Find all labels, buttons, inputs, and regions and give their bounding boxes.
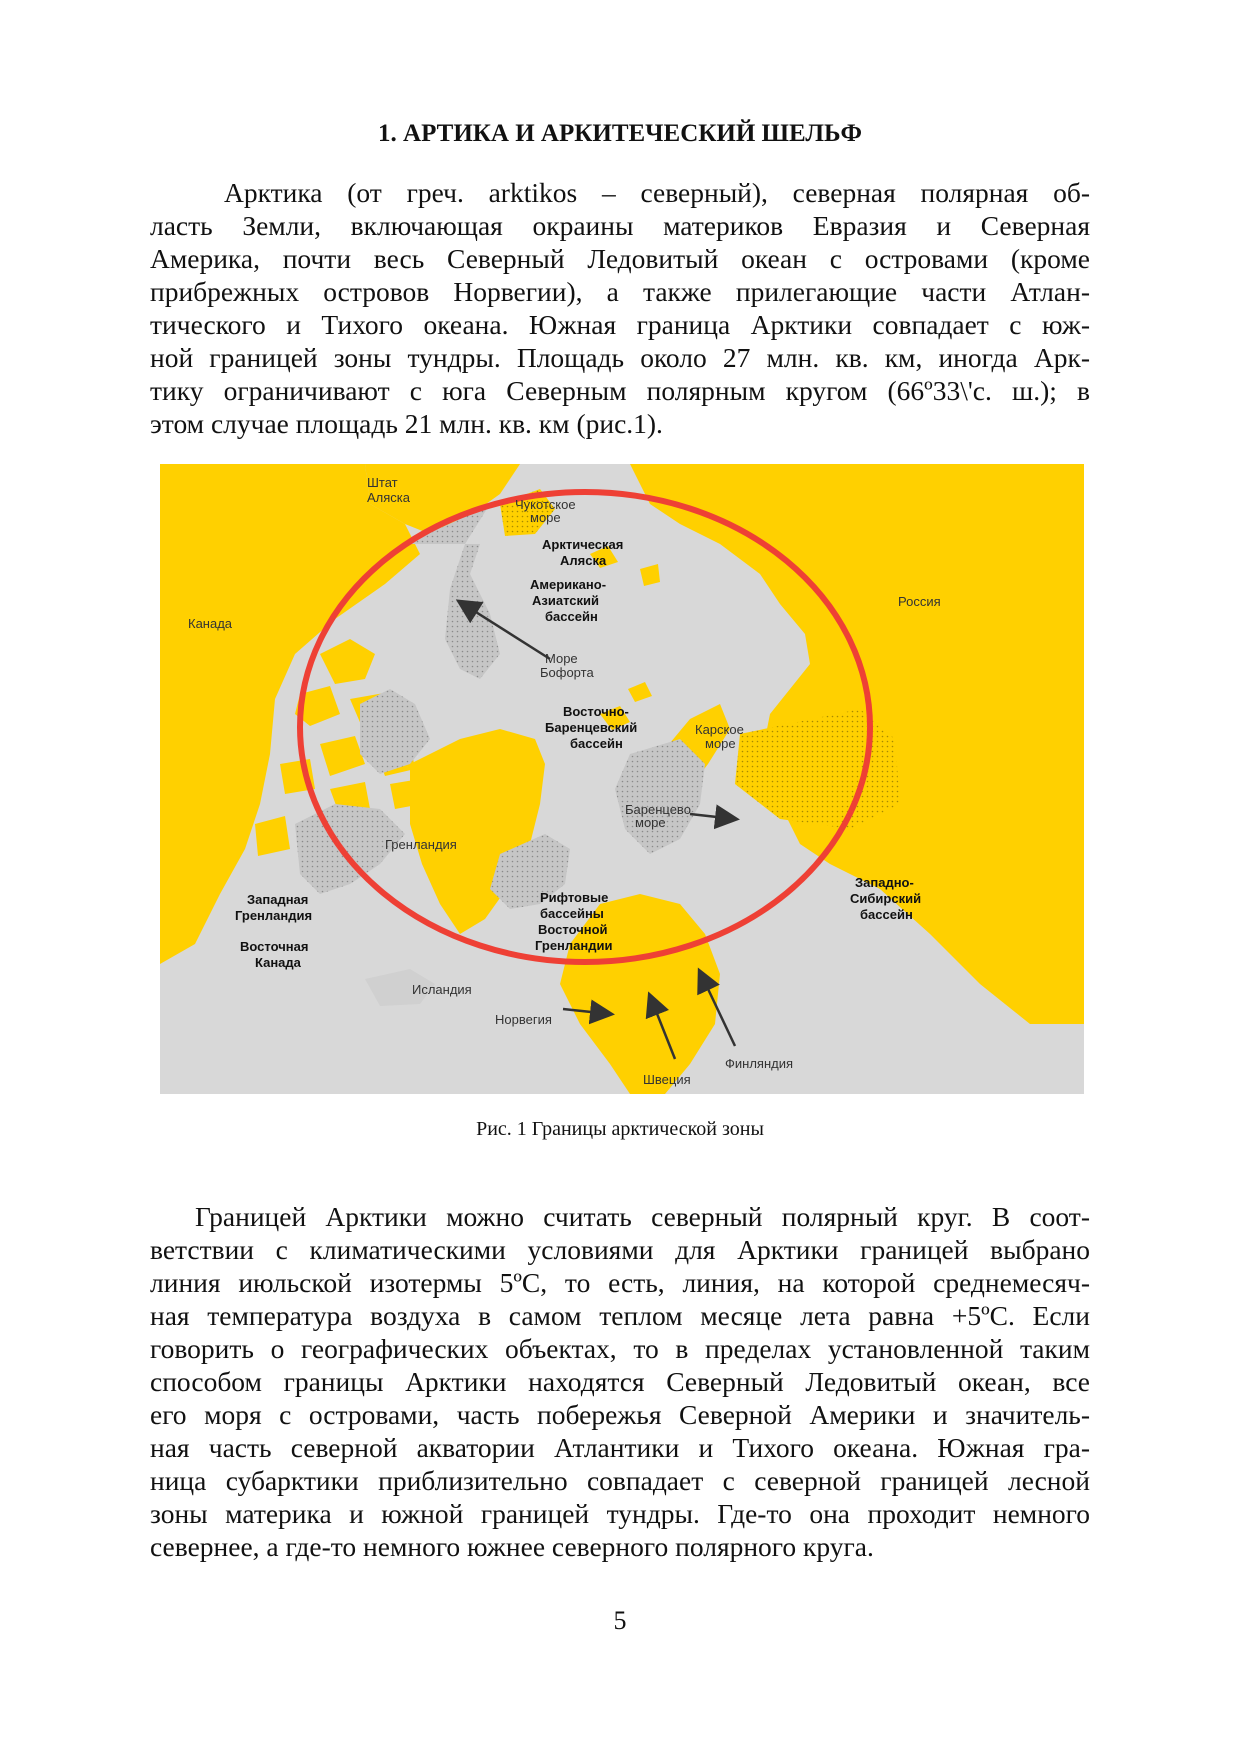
arctic-map-figure (160, 464, 1084, 1094)
text-line: тику ограничивают с юга Северным полярным кругом (66º33\'с. ш.); в (150, 375, 1090, 406)
label-sweden: Швеция (643, 1072, 691, 1087)
section-heading: 1. АРТИКА И АРКИТЕЧЕСКИЙ ШЕЛЬФ (378, 120, 862, 147)
label-west-siberian-basin: Западно-Сибирский бассейн (850, 875, 922, 922)
label-amerasian-basin: Американо-Азиатский бассейн (530, 577, 607, 624)
text-line: Границей Арктики можно считать северный полярный круг. В соот- (195, 1201, 1090, 1232)
label-arctic-alaska: Арктическая Аляска (542, 537, 624, 568)
text-line: ласть Земли, включающая окраины материков Евразия и Северная (150, 210, 1090, 241)
label-east-barents-basin: Восточно-Баренцевский бассейн (545, 704, 638, 751)
text-line: ная часть северной акватории Атлантики и Тихого океана. Южная гра- (150, 1432, 1090, 1463)
label-rift-basins: Рифтовые бассейны Восточной Гренландии (535, 890, 613, 953)
text-line: ница субарктики приблизительно совпадает с северной границей лесной (150, 1465, 1090, 1496)
text-line: прибрежных островов Норвегии), а также прилегающие части Атлан- (150, 276, 1090, 307)
label-east-canada: Восточная Канада (240, 939, 309, 970)
text-line: ной границей зоны тундры. Площадь около 27 млн. кв. км, иногда Арк- (150, 342, 1090, 373)
text-line: способом границы Арктики находятся Северный Ледовитый океан, все (150, 1366, 1090, 1397)
label-west-greenland: Западная Гренландия (235, 892, 313, 923)
label-alaska: Штат Аляска (367, 475, 410, 505)
text-line: ная температура воздуха в самом теплом месяце лета равна +5ºС. Если (150, 1300, 1090, 1331)
paragraph-boundary (150, 1200, 1090, 1563)
text-line: севернее, а где-то немного южнее северного полярного круга. (150, 1531, 874, 1562)
text-line: ветствии с климатическими условиями для Арктики границей выбрано (150, 1234, 1090, 1265)
text-line: зоны материка и южной границей тундры. Где-то она проходит немного (150, 1498, 1090, 1529)
text-line: говорить о географических объектах, то в пределах установленной таким (150, 1333, 1090, 1364)
label-russia: Россия (898, 594, 941, 609)
text-line: линия июльской изотермы 5ºС, то есть, линия, на которой среднемесяч- (150, 1267, 1090, 1298)
label-norway: Норвегия (495, 1012, 552, 1027)
text-line: его моря с островами, часть побережья Северной Америки и значитель- (150, 1399, 1090, 1430)
text-line: Америка, почти весь Северный Ледовитый океан с островами (кроме (150, 243, 1090, 274)
page-number: 5 (613, 1606, 627, 1635)
label-chukchi-sea: Чукотское море (515, 497, 576, 525)
text-line: Арктика (от греч. arktikos – северный), северная полярная об- (224, 177, 1090, 208)
label-beaufort-sea: Море Бофорта (540, 651, 594, 680)
text-line: этом случае площадь 21 млн. кв. км (рис.1). (150, 408, 663, 439)
figure-caption: Рис. 1 Границы арктической зоны (476, 1118, 764, 1140)
label-kara-sea: Карское море (695, 722, 744, 751)
label-greenland: Гренландия (385, 837, 457, 852)
label-barents-sea: Баренцево море (625, 802, 691, 830)
text-line: тического и Тихого океана. Южная граница Арктики совпадает с юж- (150, 309, 1090, 340)
paragraph-intro (150, 176, 1090, 440)
label-finland: Финляндия (725, 1056, 794, 1071)
label-canada: Канада (188, 616, 233, 631)
label-iceland: Исландия (412, 982, 472, 997)
